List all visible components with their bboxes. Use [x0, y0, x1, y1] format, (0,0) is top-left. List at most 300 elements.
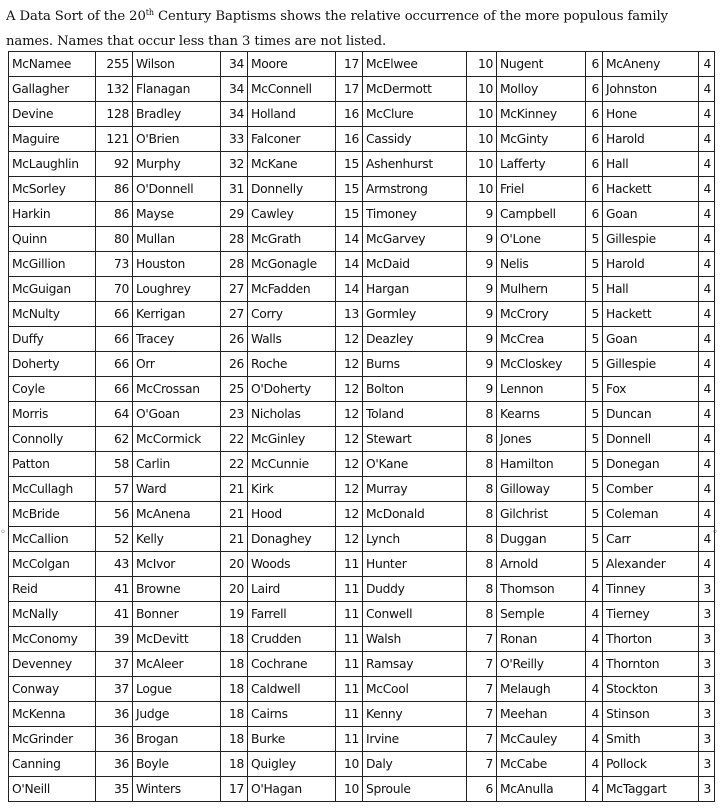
surname-cell: Reid — [9, 577, 96, 602]
surname-cell: McConnell — [248, 77, 336, 102]
count-cell: 66 — [96, 327, 133, 352]
surname-cell: Duffy — [9, 327, 96, 352]
count-cell: 28 — [221, 227, 248, 252]
count-cell: 6 — [586, 177, 603, 202]
count-cell: 14 — [336, 227, 363, 252]
count-cell: 5 — [586, 252, 603, 277]
count-cell: 14 — [336, 252, 363, 277]
surname-cell: O'Reilly — [497, 652, 586, 677]
count-cell: 6 — [586, 127, 603, 152]
surname-cell: Kerrigan — [133, 302, 221, 327]
surname-cell: Quigley — [248, 752, 336, 777]
surname-cell: McDevitt — [133, 627, 221, 652]
count-cell: 10 — [336, 777, 363, 802]
surname-cell: Brogan — [133, 727, 221, 752]
surname-cell: McGinty — [497, 127, 586, 152]
count-cell: 10 — [467, 177, 497, 202]
surname-cell: Hone — [603, 102, 699, 127]
count-cell: 4 — [699, 277, 715, 302]
surname-cell: Walls — [248, 327, 336, 352]
count-cell: 3 — [699, 577, 715, 602]
count-cell: 7 — [467, 752, 497, 777]
surname-cell: Harkin — [9, 202, 96, 227]
surname-cell: Bolton — [363, 377, 467, 402]
surname-cell: McCunnie — [248, 452, 336, 477]
count-cell: 11 — [336, 652, 363, 677]
count-cell: 4 — [699, 552, 715, 577]
count-cell: 12 — [336, 402, 363, 427]
count-cell: 4 — [699, 102, 715, 127]
count-cell: 3 — [699, 602, 715, 627]
count-cell: 36 — [96, 727, 133, 752]
surname-cell: Mulhern — [497, 277, 586, 302]
surname-cell: Lennon — [497, 377, 586, 402]
surname-cell: Hunter — [363, 552, 467, 577]
surname-cell: Bonner — [133, 602, 221, 627]
count-cell: 6 — [586, 102, 603, 127]
table-row — [9, 777, 715, 802]
count-cell: 31 — [221, 177, 248, 202]
surname-cell: McGarvey — [363, 227, 467, 252]
count-cell: 4 — [586, 602, 603, 627]
surname-cell: Coleman — [603, 502, 699, 527]
count-cell: 10 — [467, 127, 497, 152]
surname-cell: Murphy — [133, 152, 221, 177]
surname-cell: Corry — [248, 302, 336, 327]
surname-cell: Tracey — [133, 327, 221, 352]
count-cell: 25 — [221, 377, 248, 402]
count-cell: 4 — [699, 352, 715, 377]
count-cell: 70 — [96, 277, 133, 302]
count-cell: 11 — [336, 577, 363, 602]
count-cell: 5 — [586, 552, 603, 577]
surname-cell: Murray — [363, 477, 467, 502]
table-row — [9, 177, 715, 202]
surname-cell: Gillespie — [603, 227, 699, 252]
count-cell: 9 — [467, 327, 497, 352]
count-cell: 13 — [336, 302, 363, 327]
count-cell: 4 — [699, 177, 715, 202]
surname-cell: McCabe — [497, 752, 586, 777]
table-row — [9, 702, 715, 727]
count-cell: 3 — [699, 727, 715, 752]
count-cell: 52 — [96, 527, 133, 552]
count-cell: 18 — [221, 727, 248, 752]
count-cell: 4 — [699, 202, 715, 227]
surname-cell: Doherty — [9, 352, 96, 377]
count-cell: 37 — [96, 677, 133, 702]
surname-cell: Harold — [603, 127, 699, 152]
count-cell: 62 — [96, 427, 133, 452]
count-cell: 4 — [586, 727, 603, 752]
surname-cell: McNamee — [9, 52, 96, 77]
table-row — [9, 102, 715, 127]
count-cell: 5 — [586, 352, 603, 377]
count-cell: 15 — [336, 152, 363, 177]
table-row — [9, 627, 715, 652]
count-cell: 8 — [467, 402, 497, 427]
surname-cell: Hall — [603, 277, 699, 302]
surname-cell: Kenny — [363, 702, 467, 727]
count-cell: 14 — [336, 277, 363, 302]
surname-cell: Hood — [248, 502, 336, 527]
count-cell: 5 — [586, 327, 603, 352]
surname-cell: Judge — [133, 702, 221, 727]
count-cell: 8 — [467, 477, 497, 502]
count-cell: 17 — [336, 52, 363, 77]
table-row — [9, 502, 715, 527]
surname-cell: O'Kane — [363, 452, 467, 477]
surname-cell: McAneny — [603, 52, 699, 77]
count-cell: 27 — [221, 277, 248, 302]
table-row — [9, 552, 715, 577]
count-cell: 12 — [336, 477, 363, 502]
surname-cell: Tierney — [603, 602, 699, 627]
surname-cell: O'Goan — [133, 402, 221, 427]
surname-cell: O'Doherty — [248, 377, 336, 402]
count-cell: 64 — [96, 402, 133, 427]
surname-cell: Patton — [9, 452, 96, 477]
surname-cell: Gillespie — [603, 352, 699, 377]
count-cell: 86 — [96, 202, 133, 227]
count-cell: 37 — [96, 652, 133, 677]
count-cell: 4 — [699, 77, 715, 102]
surname-cell: Comber — [603, 477, 699, 502]
count-cell: 6 — [467, 777, 497, 802]
count-cell: 36 — [96, 752, 133, 777]
table-row — [9, 377, 715, 402]
surname-cell: Tinney — [603, 577, 699, 602]
surname-cell: Campbell — [497, 202, 586, 227]
surname-cell: McSorley — [9, 177, 96, 202]
count-cell: 4 — [699, 302, 715, 327]
surname-cell: Gallagher — [9, 77, 96, 102]
surname-cell: Melaugh — [497, 677, 586, 702]
surname-cell: Cairns — [248, 702, 336, 727]
surname-cell: Coyle — [9, 377, 96, 402]
surname-cell: McColgan — [9, 552, 96, 577]
surname-cell: Boyle — [133, 752, 221, 777]
count-cell: 86 — [96, 177, 133, 202]
count-cell: 28 — [221, 252, 248, 277]
count-cell: 7 — [467, 727, 497, 752]
table-row — [9, 252, 715, 277]
surname-cell: Thomson — [497, 577, 586, 602]
surname-cell: McGonagle — [248, 252, 336, 277]
count-cell: 4 — [699, 402, 715, 427]
surname-cell: Donnelly — [248, 177, 336, 202]
count-cell: 4 — [699, 227, 715, 252]
count-cell: 18 — [221, 627, 248, 652]
count-cell: 4 — [699, 377, 715, 402]
surname-cell: Fox — [603, 377, 699, 402]
count-cell: 9 — [467, 352, 497, 377]
count-cell: 34 — [221, 102, 248, 127]
count-cell: 26 — [221, 327, 248, 352]
surname-cell: Hamilton — [497, 452, 586, 477]
surname-cell: McGrath — [248, 227, 336, 252]
surname-cell: Sproule — [363, 777, 467, 802]
count-cell: 41 — [96, 602, 133, 627]
count-cell: 22 — [221, 427, 248, 452]
count-cell: 12 — [336, 352, 363, 377]
count-cell: 23 — [221, 402, 248, 427]
surname-cell: Mayse — [133, 202, 221, 227]
count-cell: 4 — [586, 752, 603, 777]
surname-cell: McAnena — [133, 502, 221, 527]
surname-cell: McNulty — [9, 302, 96, 327]
count-cell: 5 — [586, 427, 603, 452]
surname-cell: Quinn — [9, 227, 96, 252]
surname-cell: McCloskey — [497, 352, 586, 377]
count-cell: 4 — [586, 702, 603, 727]
count-cell: 6 — [586, 52, 603, 77]
table-row — [9, 277, 715, 302]
surname-cell: Timoney — [363, 202, 467, 227]
count-cell: 4 — [699, 327, 715, 352]
surname-cell: Crudden — [248, 627, 336, 652]
surname-cell: Johnston — [603, 77, 699, 102]
count-cell: 27 — [221, 302, 248, 327]
surname-cell: Toland — [363, 402, 467, 427]
surname-cell: Armstrong — [363, 177, 467, 202]
surname-cell: Donegan — [603, 452, 699, 477]
count-cell: 5 — [586, 527, 603, 552]
surname-cell: Pollock — [603, 752, 699, 777]
count-cell: 10 — [467, 77, 497, 102]
count-cell: 7 — [467, 627, 497, 652]
count-cell: 10 — [467, 152, 497, 177]
count-cell: 80 — [96, 227, 133, 252]
scan-edge-mark-left: ◦ — [0, 527, 6, 538]
surname-cell: McKinney — [497, 102, 586, 127]
count-cell: 9 — [467, 227, 497, 252]
surname-cell: Devenney — [9, 652, 96, 677]
count-cell: 57 — [96, 477, 133, 502]
surname-cell: Gilloway — [497, 477, 586, 502]
count-cell: 92 — [96, 152, 133, 177]
surname-cell: Meehan — [497, 702, 586, 727]
count-cell: 9 — [467, 302, 497, 327]
count-cell: 18 — [221, 652, 248, 677]
count-cell: 33 — [221, 127, 248, 152]
count-cell: 8 — [467, 602, 497, 627]
count-cell: 3 — [699, 677, 715, 702]
surname-cell: McGillion — [9, 252, 96, 277]
table-row — [9, 77, 715, 102]
surname-cell: Donaghey — [248, 527, 336, 552]
count-cell: 5 — [586, 227, 603, 252]
surname-cell: Lynch — [363, 527, 467, 552]
count-cell: 15 — [336, 202, 363, 227]
surname-cell: McKane — [248, 152, 336, 177]
surname-cell: O'Donnell — [133, 177, 221, 202]
surname-cell: Walsh — [363, 627, 467, 652]
surname-cell: McCallion — [9, 527, 96, 552]
count-cell: 6 — [586, 202, 603, 227]
surname-cell: McCormick — [133, 427, 221, 452]
surname-cell: Browne — [133, 577, 221, 602]
count-cell: 8 — [467, 577, 497, 602]
count-cell: 34 — [221, 52, 248, 77]
count-cell: 6 — [586, 77, 603, 102]
count-cell: 4 — [699, 152, 715, 177]
surname-cell: Jones — [497, 427, 586, 452]
count-cell: 9 — [467, 277, 497, 302]
surname-cell: McCrory — [497, 302, 586, 327]
table-row — [9, 427, 715, 452]
surname-cell: Burke — [248, 727, 336, 752]
count-cell: 4 — [699, 127, 715, 152]
surname-cell: McFadden — [248, 277, 336, 302]
count-cell: 36 — [96, 702, 133, 727]
surname-cell: McGrinder — [9, 727, 96, 752]
count-cell: 18 — [221, 702, 248, 727]
surname-cell: McCauley — [497, 727, 586, 752]
table-row — [9, 602, 715, 627]
surname-cell: Cochrane — [248, 652, 336, 677]
count-cell: 5 — [586, 452, 603, 477]
surname-cell: Mullan — [133, 227, 221, 252]
count-cell: 128 — [96, 102, 133, 127]
surname-cell: Thornton — [603, 652, 699, 677]
table-row — [9, 652, 715, 677]
count-cell: 3 — [699, 752, 715, 777]
surname-cell: McDaid — [363, 252, 467, 277]
count-cell: 10 — [467, 52, 497, 77]
surname-cell: Maguire — [9, 127, 96, 152]
surname-cell: Goan — [603, 327, 699, 352]
surname-cell: McGinley — [248, 427, 336, 452]
count-cell: 8 — [467, 452, 497, 477]
scan-edge-mark-right: ◦ — [712, 527, 718, 538]
surname-cell: Roche — [248, 352, 336, 377]
count-cell: 58 — [96, 452, 133, 477]
surname-cell: Winters — [133, 777, 221, 802]
count-cell: 73 — [96, 252, 133, 277]
count-cell: 8 — [467, 527, 497, 552]
table-row — [9, 52, 715, 77]
count-cell: 8 — [467, 502, 497, 527]
caption-ordinal-suffix: th — [145, 8, 154, 17]
surname-cell: Semple — [497, 602, 586, 627]
surname-cell: Stewart — [363, 427, 467, 452]
surname-cell: Falconer — [248, 127, 336, 152]
surname-cell: Houston — [133, 252, 221, 277]
surname-cell: Moore — [248, 52, 336, 77]
count-cell: 4 — [586, 777, 603, 802]
surname-cell: McCrea — [497, 327, 586, 352]
surname-cell: Canning — [9, 752, 96, 777]
count-cell: 17 — [336, 77, 363, 102]
caption-text-end: Century Baptisms shows the relative occurrence of the more populous family names. Names that occur less than 3 times are not listed. — [6, 9, 668, 49]
surname-cell: McCrossan — [133, 377, 221, 402]
count-cell: 19 — [221, 602, 248, 627]
count-cell: 4 — [699, 527, 715, 552]
count-cell: 15 — [336, 177, 363, 202]
surname-cell: Burns — [363, 352, 467, 377]
table-row — [9, 352, 715, 377]
count-cell: 29 — [221, 202, 248, 227]
count-cell: 12 — [336, 327, 363, 352]
table-row — [9, 402, 715, 427]
surname-cell: Duggan — [497, 527, 586, 552]
count-cell: 12 — [336, 452, 363, 477]
table-body — [9, 52, 715, 802]
count-cell: 6 — [586, 152, 603, 177]
count-cell: 12 — [336, 427, 363, 452]
count-cell: 17 — [221, 777, 248, 802]
surname-cell: Stinson — [603, 702, 699, 727]
table-row — [9, 327, 715, 352]
surname-cell: Carlin — [133, 452, 221, 477]
count-cell: 12 — [336, 527, 363, 552]
count-cell: 4 — [699, 452, 715, 477]
count-cell: 26 — [221, 352, 248, 377]
count-cell: 7 — [467, 652, 497, 677]
surname-cell: Friel — [497, 177, 586, 202]
count-cell: 4 — [586, 577, 603, 602]
count-cell: 41 — [96, 577, 133, 602]
count-cell: 21 — [221, 477, 248, 502]
surname-cell: Hall — [603, 152, 699, 177]
surname-cell: Flanagan — [133, 77, 221, 102]
count-cell: 3 — [699, 652, 715, 677]
count-cell: 4 — [586, 677, 603, 702]
surname-cell: Laird — [248, 577, 336, 602]
surname-frequency-table — [8, 51, 715, 802]
surname-cell: Carr — [603, 527, 699, 552]
count-cell: 21 — [221, 527, 248, 552]
surname-cell: O'Hagan — [248, 777, 336, 802]
count-cell: 11 — [336, 702, 363, 727]
count-cell: 16 — [336, 127, 363, 152]
surname-cell: O'Lone — [497, 227, 586, 252]
surname-cell: Daly — [363, 752, 467, 777]
count-cell: 9 — [467, 202, 497, 227]
count-cell: 16 — [336, 102, 363, 127]
surname-cell: McClure — [363, 102, 467, 127]
count-cell: 10 — [336, 752, 363, 777]
count-cell: 20 — [221, 552, 248, 577]
surname-cell: Ward — [133, 477, 221, 502]
count-cell: 5 — [586, 502, 603, 527]
surname-cell: Donnell — [603, 427, 699, 452]
count-cell: 5 — [586, 302, 603, 327]
surname-cell: McLaughlin — [9, 152, 96, 177]
count-cell: 21 — [221, 502, 248, 527]
table-row — [9, 677, 715, 702]
count-cell: 4 — [699, 502, 715, 527]
surname-cell: McCullagh — [9, 477, 96, 502]
surname-cell: Cawley — [248, 202, 336, 227]
table-row — [9, 227, 715, 252]
table-row — [9, 477, 715, 502]
surname-cell: Farrell — [248, 602, 336, 627]
surname-cell: Woods — [248, 552, 336, 577]
surname-cell: Thorton — [603, 627, 699, 652]
table-row — [9, 302, 715, 327]
count-cell: 255 — [96, 52, 133, 77]
surname-cell: McDermott — [363, 77, 467, 102]
count-cell: 3 — [699, 627, 715, 652]
surname-cell: Caldwell — [248, 677, 336, 702]
surname-cell: Holland — [248, 102, 336, 127]
count-cell: 20 — [221, 577, 248, 602]
count-cell: 11 — [336, 627, 363, 652]
count-cell: 4 — [699, 427, 715, 452]
count-cell: 4 — [586, 627, 603, 652]
